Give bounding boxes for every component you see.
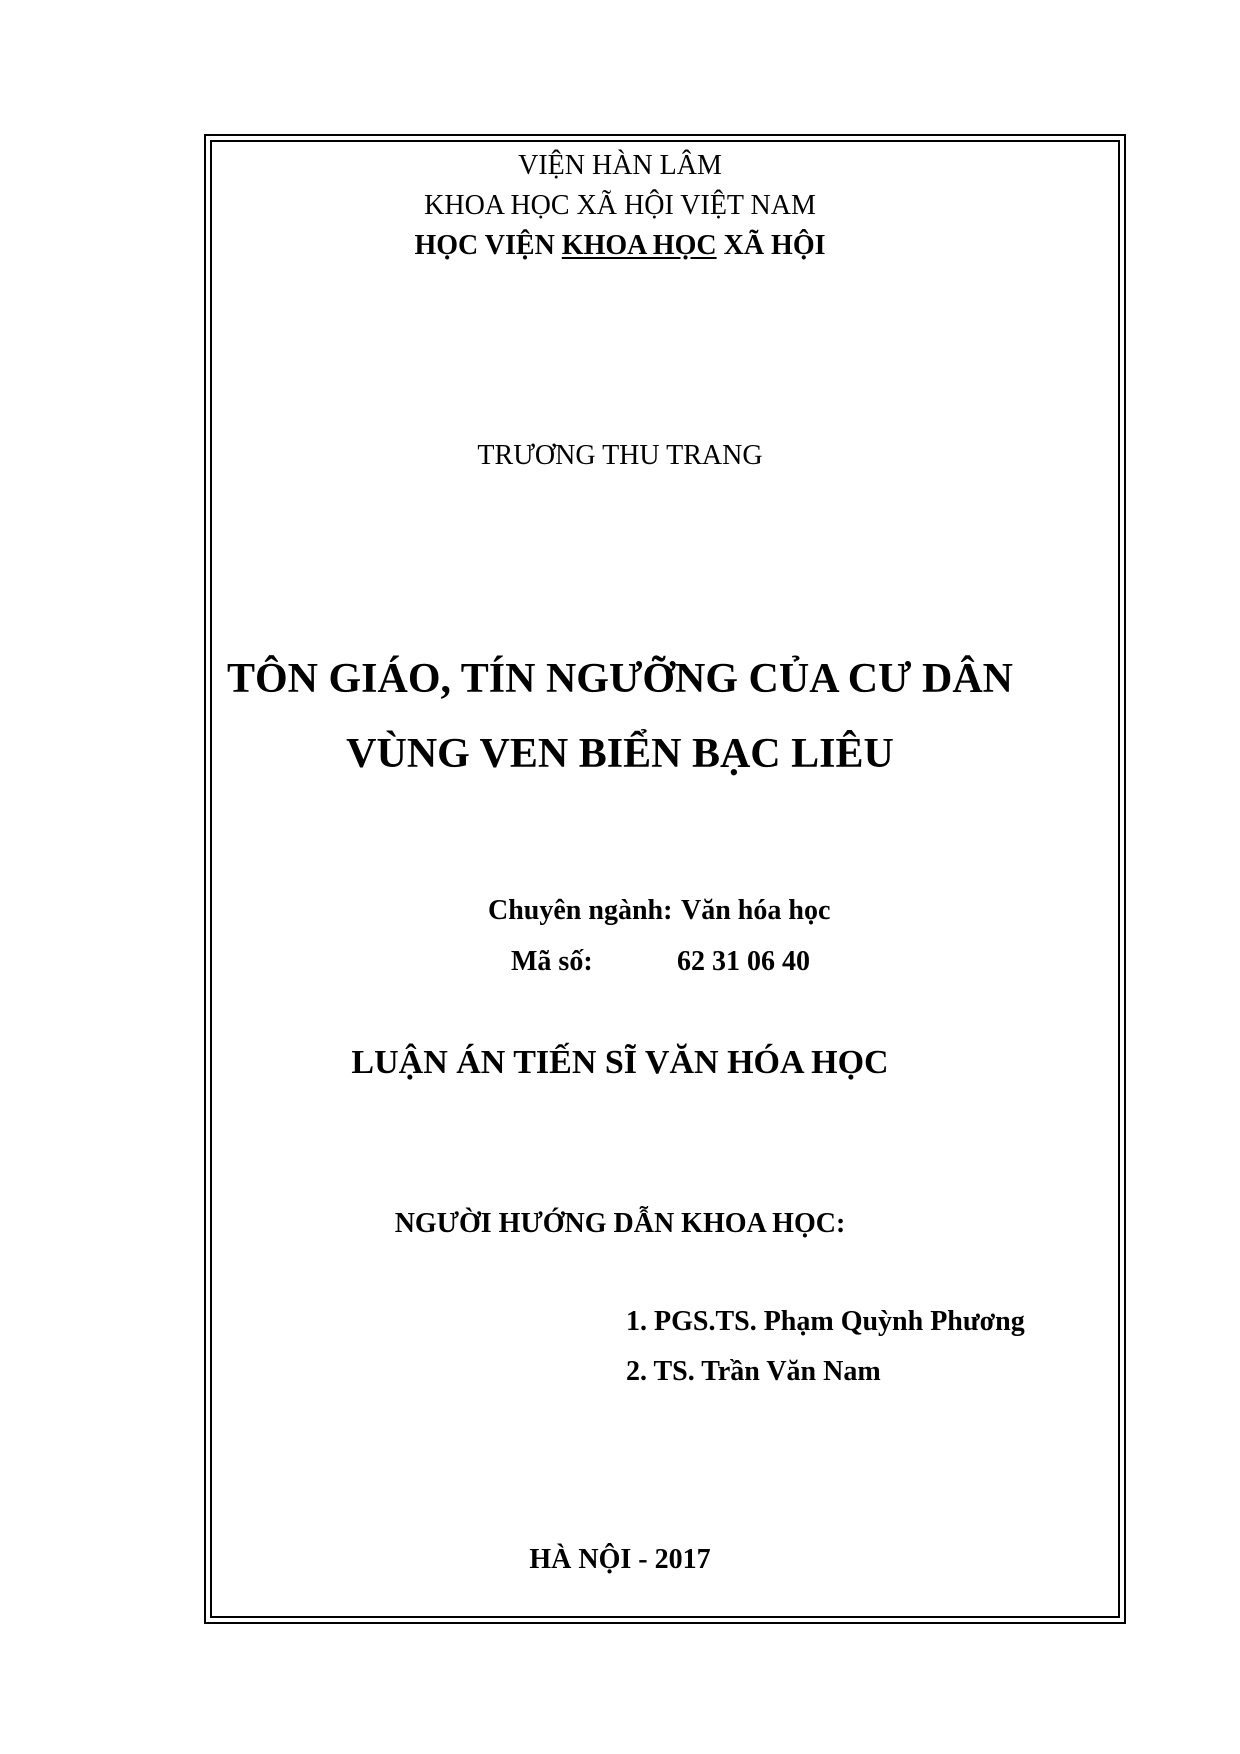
institution-line-3	[0, 232, 1240, 260]
institution-line-1: VIỆN HÀN LÂM	[518, 150, 722, 181]
author-name: TRƯƠNG THU TRANG	[477, 440, 763, 471]
thesis-title-line-1: TÔN GIÁO, TÍN NGƯỠNG CỦA CƯ DÂN	[227, 656, 1013, 702]
code-label: Mã số:	[511, 946, 593, 977]
thesis-title-line-2: VÙNG VEN BIỂN BẠC LIÊU	[346, 731, 894, 777]
supervisor-2: 2. TS. Trần Văn Nam	[626, 1356, 881, 1387]
institution-line-3-part-3: XÃ HỘI	[716, 230, 826, 261]
place-year: HÀ NỘI - 2017	[529, 1544, 711, 1575]
degree-title: LUẬN ÁN TIẾN SĨ VĂN HÓA HỌC	[351, 1044, 889, 1081]
page-border-inner	[210, 140, 1120, 1618]
supervisor-1: 1. PGS.TS. Phạm Quỳnh Phương	[626, 1306, 1025, 1337]
specialization-label: Chuyên ngành:	[488, 895, 673, 926]
supervisors-heading: NGƯỜI HƯỚNG DẪN KHOA HỌC:	[394, 1208, 846, 1239]
institution-line-2: KHOA HỌC XÃ HỘI VIỆT NAM	[424, 190, 816, 221]
institution-line-3-underlined: KHOA HỌC	[561, 230, 717, 261]
code-value: 62 31 06 40	[677, 946, 810, 977]
institution-line-3-part-1: HỌC VIỆN	[414, 230, 562, 261]
specialization-value: Văn hóa học	[681, 895, 831, 926]
